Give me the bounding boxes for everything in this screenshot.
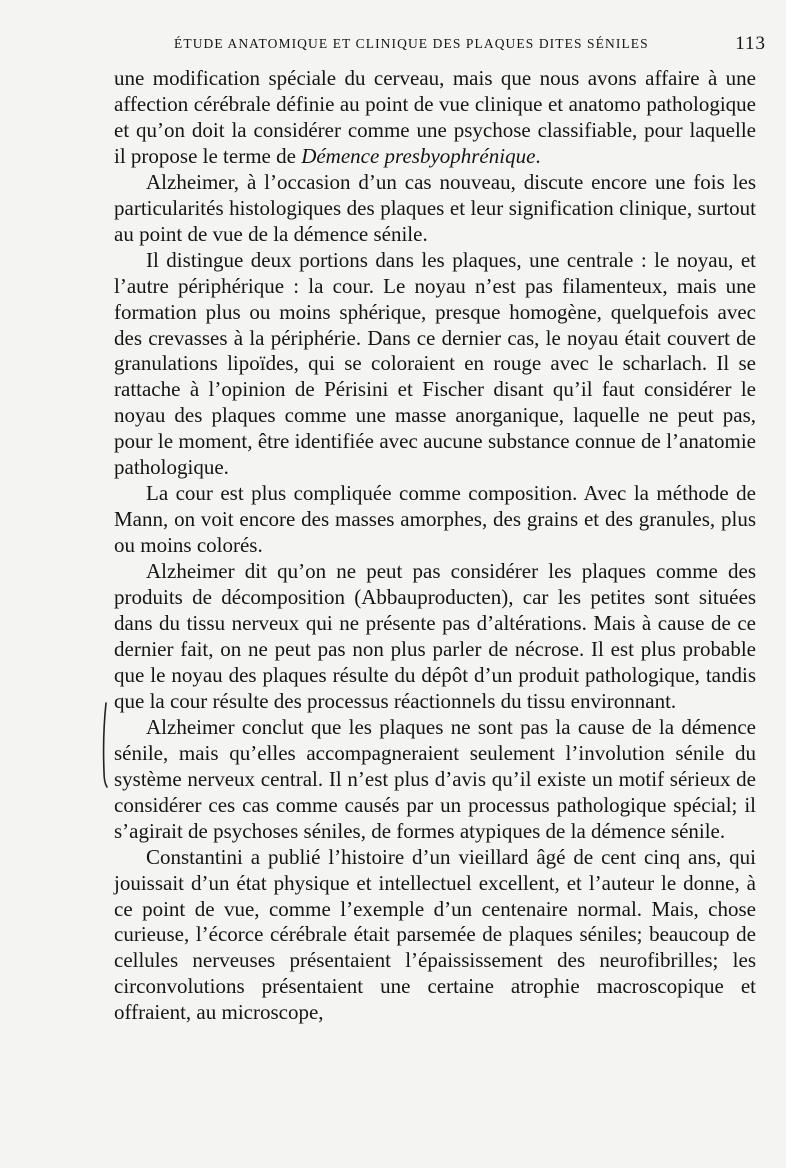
paragraph-2: Alzheimer, à l’occasion d’un cas nouveau, discute encore une fois les particularités histologiques des plaques et leur signification clinique, surtout au point de vue de la démence sénile. bbox=[114, 169, 756, 246]
handwritten-margin-line bbox=[101, 702, 109, 788]
paragraph-6: Alzheimer conclut que les plaques ne sont pas la cause de la démence sénile, mais qu’elles accompagneraient seulement l’involution sénile du système nerveux central. Il n’est plus d’avis qu’il existe un motif sérieux de considérer ces cas comme causés par un processus pathologique spécial; il s’agirait de psychoses séniles, de formes atypiques de la démence sénile. bbox=[114, 714, 756, 843]
body-text bbox=[114, 66, 756, 1026]
paragraph-5: Alzheimer dit qu’on ne peut pas considérer les plaques comme des produits de décomposition (Abbauproducten), car les petites sont situées dans du tissu nerveux qui ne présente pas d’altérations. Mais à cause de ce dernier fait, on ne peut pas non plus parler de nécrose. Il est plus probable que le noyau des plaques résulte du dépôt d’un produit pathologique, tandis que la cour résulte des processus réactionnels du tissu environnant. bbox=[114, 559, 756, 713]
scan-margin bbox=[786, 0, 800, 1168]
running-title: ÉTUDE ANATOMIQUE ET CLINIQUE DES PLAQUES DITES SÉNILES bbox=[174, 36, 649, 51]
paragraph-1-tail: . bbox=[535, 143, 541, 168]
page-header bbox=[114, 34, 766, 56]
paragraph-4: La cour est plus compliquée comme composition. Avec la méthode de Mann, on voit encore des masses amorphes, des grains et des granules, plus ou moins colorés. bbox=[114, 481, 756, 558]
paragraph-7: Constantini a publié l’histoire d’un vieillard âgé de cent cinq ans, qui jouissait d’un état physique et intellectuel excellent, et l’auteur le donne, à ce point de vue, comme l’exemple d’un centenaire normal. Mais, chose curieuse, l’écorce cérébrale était parsemée de plaques séniles; beaucoup de cellules nerveuses présentaient l’épaississement des neurofibrilles; les circonvolutions présentaient une certaine atrophie macroscopique et offraient, au microscope, bbox=[114, 844, 756, 1025]
paragraph-3: Il distingue deux portions dans les plaques, une centrale : le noyau, et l’autre périphérique : la cour. Le noyau n’est pas filamenteux, mais une formation plus ou moins sphérique, presque homogène, quelquefois avec des crevasses à la périphérie. Dans ce dernier cas, le noyau était couvert de granulations lipoïdes, qui se coloraient en rouge avec le scharlach. Il se rattache à l’opinion de Périsini et Fischer disant qu’il faut considérer le noyau des plaques comme une masse anorganique, laquelle ne peut pas, pour le moment, être identifiée avec aucune substance connue de l’anatomie pathologique. bbox=[114, 247, 756, 480]
paragraph-1-text: une modification spéciale du cerveau, mais que nous avons affaire à une affection cérébrale définie au point de vue clinique et anatomo pathologique et qu’on doit la considérer comme une psychose classifiable, pour laquelle il propose le terme de bbox=[114, 66, 756, 168]
paragraph-1-italic-term: Démence presbyophrénique bbox=[301, 143, 536, 168]
page-number: 113 bbox=[735, 33, 766, 54]
paragraph-1 bbox=[114, 66, 756, 170]
